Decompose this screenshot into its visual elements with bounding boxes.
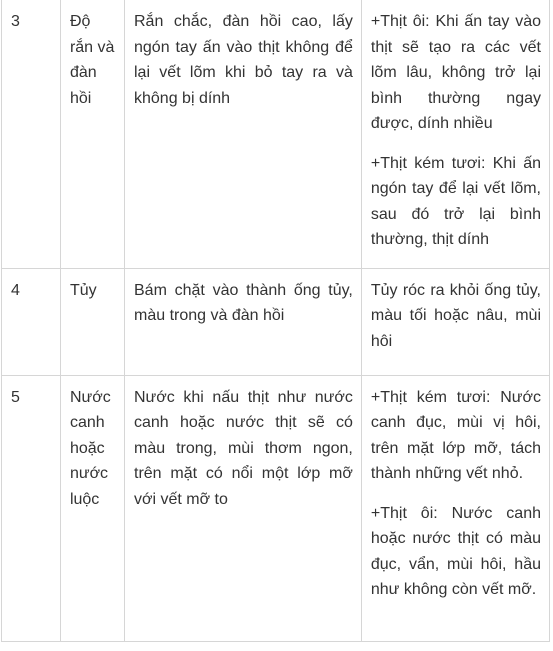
row-number: 3 <box>2 0 61 268</box>
spoiled-meat-cell <box>361 375 549 641</box>
meat-freshness-table <box>1 0 550 642</box>
spoiled-meat-cell <box>361 268 549 375</box>
table-row <box>2 375 550 641</box>
fresh-meat-cell: Nước khi nấu thịt như nước canh hoặc nước thịt sẽ có màu trong, mùi thơm ngon, trên mặt có nổi một lớp mỡ với vết mỡ to <box>125 375 362 641</box>
table-row <box>2 268 550 375</box>
criterion-cell: Nước canh hoặc nước luộc <box>60 375 124 641</box>
spoiled-description: Tủy róc ra khỏi ống tủy, màu tối hoặc nâu, mùi hôi <box>370 281 541 350</box>
spoiled-meat-cell <box>361 0 549 268</box>
row-number: 4 <box>2 268 61 375</box>
criterion-cell: Độ rắn và đàn hồi <box>60 0 124 268</box>
fresh-meat-cell: Rắn chắc, đàn hồi cao, lấy ngón tay ấn vào thịt không để lại vết lõm khi bỏ tay ra và không bị dính <box>125 0 362 268</box>
spoiled-description: +Thịt ôi: Nước canh hoặc nước thịt có màu đục, vẩn, mùi hôi, hầu như không còn vết mỡ. <box>370 504 541 598</box>
spoiled-description: +Thịt kém tươi: Khi ấn ngón tay để lại vết lõm, sau đó trở lại bình thường, thịt dính <box>370 154 541 248</box>
table-row <box>2 0 550 268</box>
row-number: 5 <box>2 375 61 641</box>
criterion-cell: Tủy <box>60 268 124 375</box>
spoiled-description: +Thịt kém tươi: Nước canh đục, mùi vị hôi, trên mặt lớp mỡ, tách thành những vết nhỏ. <box>370 388 541 482</box>
spoiled-description: +Thịt ôi: Khi ấn tay vào thịt sẽ tạo ra các vết lõm lâu, không trở lại bình thường ngay được, dính nhiều <box>370 13 541 132</box>
fresh-meat-cell: Bám chặt vào thành ống tủy, màu trong và đàn hồi <box>125 268 362 375</box>
